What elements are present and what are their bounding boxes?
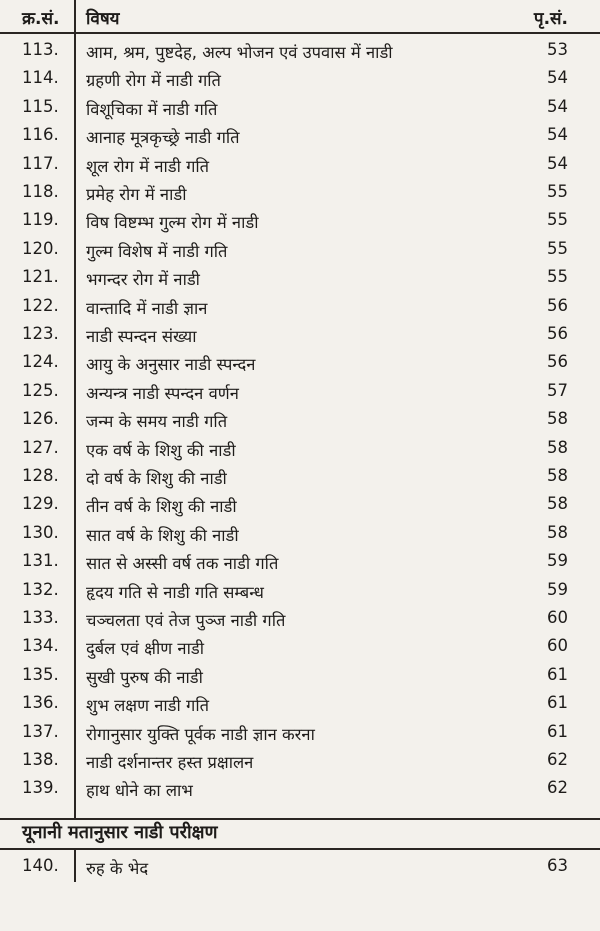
- section-heading: यूनानी मतानुसार नाडी परीक्षण: [22, 822, 218, 843]
- entry-number: 130.: [22, 522, 59, 542]
- table-row: [0, 36, 600, 65]
- entry-title: चञ्चलता एवं तेज पुञ्ज नाडी गति: [86, 611, 286, 630]
- header-divider: [0, 32, 600, 34]
- entry-number: 119.: [22, 210, 59, 230]
- entry-number: 113.: [22, 40, 59, 59]
- table-row: [0, 235, 600, 264]
- table-row: [0, 206, 600, 235]
- table-row: [0, 434, 600, 463]
- table-row: [0, 93, 600, 122]
- entry-number: 125.: [22, 380, 59, 400]
- entry-title: अन्यन्त्र नाडी स्पन्दन वर्णन: [86, 383, 239, 403]
- entry-page: 63: [547, 856, 568, 875]
- entry-page: 61: [547, 721, 568, 741]
- entry-page: 54: [547, 68, 568, 88]
- table-row: [0, 263, 600, 292]
- entry-page: 55: [547, 267, 568, 287]
- entry-title: आयु के अनुसार नाडी स्पन्दन: [86, 355, 256, 375]
- table-row: [0, 490, 600, 519]
- entry-number: 135.: [22, 664, 59, 684]
- entry-page: 54: [547, 125, 568, 145]
- table-row: [0, 121, 600, 150]
- entry-title: आनाह मूत्रकृच्छ्रे नाडी गति: [86, 128, 240, 148]
- entry-page: 62: [547, 778, 568, 798]
- entry-page: 54: [547, 153, 568, 173]
- entry-number: 123.: [22, 324, 59, 343]
- entry-number: 134.: [22, 636, 59, 656]
- table-row: [0, 462, 600, 491]
- entry-title: हृदय गति से नाडी गति सम्बन्ध: [86, 582, 264, 602]
- entry-title: सात से अस्सी वर्ष तक नाडी गति: [86, 554, 279, 574]
- entry-page: 58: [547, 466, 568, 485]
- entry-title: प्रमेह रोग में नाडी: [86, 185, 187, 204]
- entry-number: 137.: [22, 721, 59, 741]
- entry-page: 55: [547, 238, 568, 258]
- table-row: [0, 377, 600, 406]
- entry-title: नाडी दर्शनान्तर हस्त प्रक्षालन: [86, 753, 254, 772]
- entry-page: 55: [547, 182, 568, 201]
- entry-number: 115.: [22, 96, 59, 116]
- entry-page: 55: [547, 210, 568, 230]
- entry-title: विष विष्टम्भ गुल्म रोग में नाडी: [86, 213, 259, 233]
- entry-number: 127.: [22, 437, 59, 457]
- table-row: [0, 632, 600, 661]
- entry-number: 138.: [22, 750, 59, 769]
- entry-page: 61: [547, 664, 568, 684]
- entry-title: नाडी स्पन्दन संख्या: [86, 327, 197, 346]
- header-serial: क्र.सं.: [22, 9, 60, 29]
- entry-number: 126.: [22, 409, 59, 429]
- entry-page: 58: [547, 494, 568, 514]
- entry-title: ग्रहणी रोग में नाडी गति: [86, 71, 221, 91]
- entry-page: 56: [547, 324, 568, 343]
- table-row: [0, 746, 600, 775]
- entry-title: सुखी पुरुष की नाडी: [86, 667, 203, 687]
- entry-number: 114.: [22, 68, 59, 88]
- table-row: [0, 689, 600, 718]
- entry-title: जन्म के समय नाडी गति: [86, 412, 228, 432]
- entry-page: 58: [547, 437, 568, 457]
- table-row: [0, 178, 600, 207]
- entry-page: 54: [547, 96, 568, 116]
- entry-page: 53: [547, 40, 568, 59]
- entry-number: 132.: [22, 579, 59, 599]
- entry-number: 140.: [22, 856, 59, 875]
- table-row: [0, 774, 600, 803]
- entry-number: 128.: [22, 466, 59, 485]
- entry-title: दो वर्ष के शिशु की नाडी: [86, 469, 227, 488]
- entry-number: 133.: [22, 608, 59, 627]
- entry-number: 129.: [22, 494, 59, 514]
- table-row: [0, 348, 600, 377]
- entry-number: 118.: [22, 182, 59, 201]
- entry-page: 59: [547, 551, 568, 571]
- table-row: [0, 320, 600, 349]
- section-bottom-divider: [0, 848, 600, 850]
- entry-page: 60: [547, 608, 568, 627]
- entry-title: रुह के भेद: [86, 859, 149, 878]
- table-row: [0, 292, 600, 321]
- entry-number: 122.: [22, 295, 59, 315]
- table-row: [0, 576, 600, 605]
- entry-title: सात वर्ष के शिशु की नाडी: [86, 525, 239, 545]
- table-row: [0, 547, 600, 576]
- header-subject: विषय: [86, 9, 120, 29]
- entry-title: भगन्दर रोग में नाडी: [86, 270, 200, 290]
- table-row: [0, 405, 600, 434]
- table-row: [0, 150, 600, 179]
- entry-number: 139.: [22, 778, 59, 798]
- entry-page: 62: [547, 750, 568, 769]
- entry-title: गुल्म विशेष में नाडी गति: [86, 241, 228, 261]
- entry-number: 136.: [22, 693, 59, 713]
- table-header: [0, 6, 600, 34]
- entry-title: एक वर्ष के शिशु की नाडी: [86, 440, 236, 460]
- table-row: [0, 519, 600, 548]
- table-row: [0, 852, 600, 881]
- entry-title: रोगानुसार युक्ति पूर्वक नाडी ज्ञान करना: [86, 724, 315, 744]
- entry-page: 57: [547, 380, 568, 400]
- entry-title: तीन वर्ष के शिशु की नाडी: [86, 497, 237, 517]
- entry-page: 61: [547, 693, 568, 713]
- table-row: [0, 661, 600, 690]
- entry-number: 117.: [22, 153, 59, 173]
- entry-title: वान्तादि में नाडी ज्ञान: [86, 298, 208, 318]
- entry-title: दुर्बल एवं क्षीण नाडी: [86, 639, 204, 659]
- table-row: [0, 718, 600, 747]
- entry-title: विशूचिका में नाडी गति: [86, 99, 218, 119]
- entry-title: शुभ लक्षण नाडी गति: [86, 696, 210, 716]
- entry-page: 58: [547, 409, 568, 429]
- entry-title: शूल रोग में नाडी गति: [86, 156, 210, 176]
- entry-title: आम, श्रम, पुष्टदेह, अल्प भोजन एवं उपवास में नाडी: [86, 43, 393, 62]
- entry-page: 58: [547, 522, 568, 542]
- entry-number: 121.: [22, 267, 59, 287]
- entry-page: 59: [547, 579, 568, 599]
- header-page: पृ.सं.: [533, 9, 568, 29]
- entry-number: 124.: [22, 352, 59, 372]
- entry-number: 120.: [22, 238, 59, 258]
- entry-page: 56: [547, 352, 568, 372]
- entry-title: हाथ धोने का लाभ: [86, 781, 193, 801]
- table-row: [0, 64, 600, 93]
- entry-number: 131.: [22, 551, 59, 571]
- entry-page: 56: [547, 295, 568, 315]
- entry-page: 60: [547, 636, 568, 656]
- entry-number: 116.: [22, 125, 59, 145]
- table-row: [0, 604, 600, 633]
